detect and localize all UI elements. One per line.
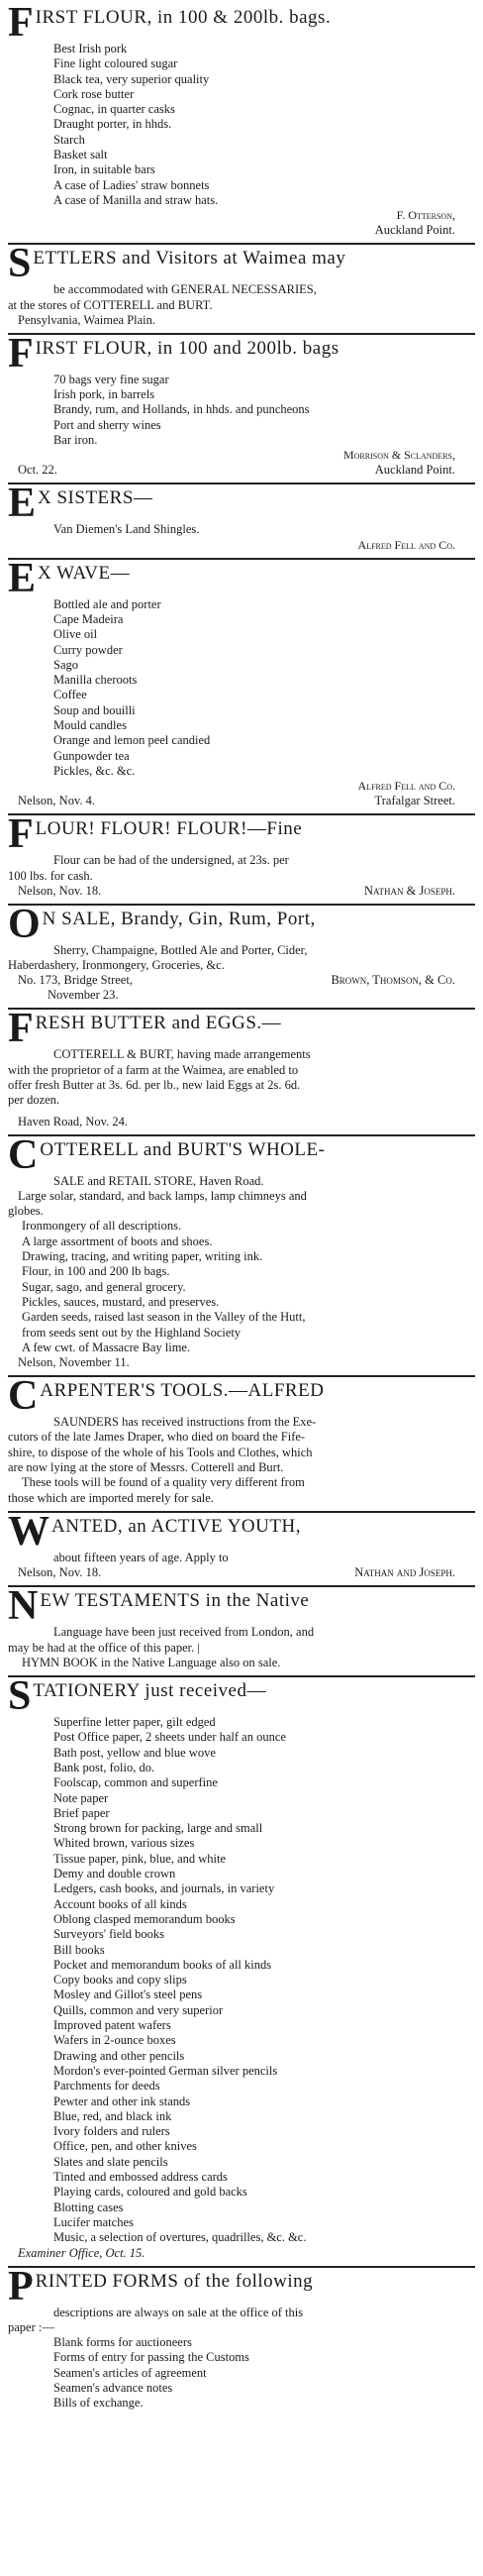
list-item: Playing cards, coloured and gold backs bbox=[53, 2185, 247, 2200]
ad-date-location: Nelson, November 11. bbox=[18, 1355, 130, 1370]
ad-heading bbox=[8, 1515, 475, 1551]
ad-fresh-butter bbox=[8, 1010, 475, 1135]
ad-title: ANTED, an ACTIVE YOUTH, bbox=[51, 1515, 301, 1537]
ad-heading bbox=[8, 908, 475, 943]
ad-date: November 23. bbox=[48, 988, 119, 1003]
list-item: Lucifer matches bbox=[53, 2214, 134, 2229]
list-item: Bills of exchange. bbox=[53, 2396, 144, 2411]
list-item: Blue, red, and black ink bbox=[53, 2108, 172, 2123]
advertiser-name: Brown, Thomson, & Co. bbox=[331, 973, 455, 988]
ad-heading bbox=[8, 1589, 475, 1625]
ad-date-location: Examiner Office, Oct. 15. bbox=[18, 2245, 145, 2260]
list-item: Strong brown for packing, large and small bbox=[53, 1821, 263, 1836]
list-item: Improved patent wafers bbox=[53, 2018, 171, 2033]
list-item: Fine light coloured sugar bbox=[53, 56, 178, 71]
list-item: Pickles, sauces, mustard, and preserves. bbox=[22, 1294, 220, 1309]
ad-body-line: SALE and RETAIL STORE, Haven Road. bbox=[53, 1173, 264, 1188]
ad-heading bbox=[8, 337, 475, 373]
drop-cap: E bbox=[8, 561, 37, 597]
ad-heading bbox=[8, 1679, 475, 1715]
ad-footer bbox=[8, 463, 475, 478]
list-item: Sago bbox=[53, 657, 78, 672]
ad-body-line: are now lying at the store of Messrs. Cotterell and Burt. bbox=[8, 1460, 284, 1475]
ad-title: OTTERELL and BURT'S WHOLE- bbox=[40, 1138, 326, 1160]
list-item: Pocket and memorandum books of all kinds bbox=[53, 1957, 272, 1972]
list-item: A few cwt. of Massacre Bay lime. bbox=[22, 1340, 191, 1354]
ad-body-line: shire, to dispose of the whole of his Tools and Clothes, which bbox=[8, 1445, 313, 1459]
list-item: Mould candles bbox=[53, 718, 127, 733]
advertiser-name: Nathan & Joseph. bbox=[364, 883, 455, 898]
ad-cotterell-burt bbox=[8, 1136, 475, 1378]
drop-cap: C bbox=[8, 1379, 39, 1416]
ad-date: Oct. 22. bbox=[18, 463, 57, 478]
list-item: Iron, in suitable bars bbox=[53, 162, 155, 177]
list-item: Quills, common and very superior bbox=[53, 2002, 224, 2017]
list-item: Seamen's articles of agreement bbox=[53, 2365, 207, 2380]
list-item: Superfine letter paper, gilt edged bbox=[53, 1715, 216, 1730]
ad-body-line: Sherry, Champaigne, Bottled Ale and Porter, Cider, bbox=[53, 942, 308, 957]
advertiser-name: F. Otterson, bbox=[396, 208, 455, 223]
list-item: Cork rose butter bbox=[53, 86, 135, 101]
ad-title: IRST FLOUR, in 100 and 200lb. bags bbox=[35, 337, 339, 359]
ad-body-line: with the proprietor of a farm at the Waimea, are enabled to bbox=[8, 1062, 299, 1077]
ad-body-line: cutors of the late James Draper, who died on board the Fife- bbox=[8, 1430, 306, 1445]
drop-cap: C bbox=[8, 1137, 39, 1174]
ad-footer bbox=[8, 794, 475, 808]
list-item: Foolscap, common and superfine bbox=[53, 1775, 218, 1790]
ad-body-line: be accommodated with GENERAL NECESSARIES, bbox=[53, 282, 317, 297]
list-item: Orange and lemon peel candied bbox=[53, 733, 211, 748]
advertiser-address: Trafalgar Street. bbox=[374, 794, 455, 808]
list-item: Whited brown, various sizes bbox=[53, 1836, 195, 1851]
ad-body-line: 100 lbs. for cash. bbox=[8, 868, 93, 883]
list-item: A large assortment of boots and shoes. bbox=[22, 1234, 213, 1248]
item-list bbox=[8, 522, 475, 537]
ad-heading bbox=[8, 486, 475, 522]
list-item: Slates and slate pencils bbox=[53, 2154, 168, 2169]
ad-title: EW TESTAMENTS in the Native bbox=[40, 1590, 310, 1612]
advertiser-name: Morrison & Sclanders, bbox=[342, 448, 455, 463]
list-item: Bath post, yellow and blue wove bbox=[53, 1745, 216, 1760]
list-item: Office, pen, and other knives bbox=[53, 2139, 197, 2154]
list-item: Ledgers, cash books, and journals, in variety bbox=[53, 1881, 275, 1896]
drop-cap: S bbox=[8, 1679, 32, 1716]
ad-heading bbox=[8, 562, 475, 597]
ad-stationery bbox=[8, 1677, 475, 2267]
ad-new-testaments bbox=[8, 1587, 475, 1677]
ad-flour-flour bbox=[8, 815, 475, 906]
item-list bbox=[8, 597, 475, 780]
ad-title: N SALE, Brandy, Gin, Rum, Port, bbox=[42, 908, 316, 929]
list-item: Olive oil bbox=[53, 627, 98, 642]
ad-title: X SISTERS— bbox=[38, 487, 153, 509]
ad-heading bbox=[8, 6, 475, 42]
list-item: Note paper bbox=[53, 1790, 109, 1805]
list-item: Gunpowder tea bbox=[53, 748, 130, 763]
list-item: Mosley and Gillot's steel pens bbox=[53, 1987, 203, 2002]
ad-body-line: SAUNDERS has received instructions from the Exe- bbox=[53, 1415, 317, 1430]
list-item: Coffee bbox=[53, 688, 87, 702]
list-item: Drawing, tracing, and writing paper, writing ink. bbox=[22, 1249, 263, 1264]
list-item: Copy books and copy slips bbox=[53, 1973, 187, 1987]
ad-body-line: may be had at the office of this paper. | bbox=[8, 1640, 200, 1655]
ad-body-line: Haberdashery, Ironmongery, Groceries, &c. bbox=[8, 958, 225, 973]
list-item: Draught porter, in hhds. bbox=[53, 117, 172, 132]
drop-cap: P bbox=[8, 2269, 34, 2306]
drop-cap: S bbox=[8, 247, 32, 283]
ad-title: ARPENTER'S TOOLS.—ALFRED bbox=[40, 1380, 325, 1402]
ad-title: TATIONERY just received— bbox=[33, 1680, 266, 1702]
ad-body-line: Large solar, standard, and back lamps, lamp chimneys and bbox=[18, 1188, 307, 1203]
list-item: Irish pork, in barrels bbox=[53, 387, 155, 402]
list-item: Curry powder bbox=[53, 642, 123, 657]
ad-heading bbox=[8, 247, 475, 282]
ad-body-line: about fifteen years of age. Apply to bbox=[53, 1550, 229, 1564]
list-item: Port and sherry wines bbox=[53, 417, 161, 432]
ad-carpenters-tools bbox=[8, 1377, 475, 1513]
list-item: Sugar, sago, and general grocery. bbox=[22, 1279, 186, 1294]
list-item: Demy and double crown bbox=[53, 1867, 176, 1881]
ad-heading bbox=[8, 817, 475, 853]
list-item: Tinted and embossed address cards bbox=[53, 2170, 228, 2185]
list-item: Soup and bouilli bbox=[53, 702, 136, 717]
list-item: Bank post, folio, do. bbox=[53, 1761, 155, 1774]
drop-cap: F bbox=[8, 6, 34, 42]
item-list bbox=[8, 2335, 475, 2411]
ad-heading bbox=[8, 1012, 475, 1047]
list-item: Cognac, in quarter casks bbox=[53, 102, 175, 117]
list-item: Blotting cases bbox=[53, 2200, 124, 2214]
list-item: A case of Manilla and straw hats. bbox=[53, 192, 219, 207]
list-item: Bottled ale and porter bbox=[53, 596, 161, 611]
ad-body-line: descriptions are always on sale at the office of this bbox=[53, 2305, 304, 2319]
ad-body-line: offer fresh Butter at 3s. 6d. per lb., new laid Eggs at 2s. 6d. bbox=[8, 1077, 301, 1092]
list-item: Pickles, &c. &c. bbox=[53, 763, 136, 778]
list-item: Drawing and other pencils bbox=[53, 2048, 185, 2063]
ad-date: Nelson, Nov. 4. bbox=[18, 794, 96, 808]
ad-body-line: COTTERELL & BURT, having made arrangements bbox=[53, 1047, 311, 1062]
ad-date-location: Haven Road, Nov. 24. bbox=[18, 1114, 128, 1128]
ad-date: Nelson, Nov. 18. bbox=[18, 1565, 102, 1580]
list-item: Black tea, very superior quality bbox=[53, 71, 210, 86]
ad-body-line: HYMN BOOK in the Native Language also on sale. bbox=[22, 1655, 281, 1669]
list-item: Garden seeds, raised last season in the Valley of the Hutt, bbox=[22, 1310, 306, 1325]
item-list bbox=[8, 1219, 475, 1355]
drop-cap: E bbox=[8, 486, 37, 523]
drop-cap: O bbox=[8, 907, 41, 943]
list-item: Ironmongery of all descriptions. bbox=[22, 1219, 182, 1234]
drop-cap: N bbox=[8, 1589, 39, 1626]
list-item: from seeds sent out by the Highland Society bbox=[22, 1325, 242, 1340]
advertiser-name: Alfred Fell and Co. bbox=[357, 537, 455, 552]
list-item: Seamen's advance notes bbox=[53, 2380, 173, 2395]
ad-first-flour-2 bbox=[8, 335, 475, 484]
drop-cap: W bbox=[8, 1514, 49, 1551]
list-item: Account books of all kinds bbox=[53, 1896, 187, 1911]
ad-footer bbox=[8, 1565, 475, 1580]
ad-title: IRST FLOUR, in 100 & 200lb. bags. bbox=[35, 7, 332, 28]
ad-body-line: These tools will be found of a quality very different from bbox=[22, 1475, 305, 1490]
ad-body-line: Language have been just received from London, and bbox=[53, 1625, 315, 1640]
ad-body-line: paper :— bbox=[8, 2319, 54, 2334]
list-item: Starch bbox=[53, 132, 85, 147]
ad-title: RINTED FORMS of the following bbox=[35, 2270, 314, 2292]
ad-body-line: at the stores of COTTERELL and BURT. bbox=[8, 297, 213, 312]
list-item: Blank forms for auctioneers bbox=[53, 2335, 192, 2350]
ad-title: ETTLERS and Visitors at Waimea may bbox=[33, 248, 346, 269]
list-item: Brief paper bbox=[53, 1805, 110, 1820]
ad-body-line: globes. bbox=[8, 1204, 44, 1219]
list-item: Brandy, rum, and Hollands, in hhds. and puncheons bbox=[53, 402, 310, 417]
advertiser-address: Auckland Point. bbox=[374, 463, 455, 478]
ad-date-location: Pensylvania, Waimea Plain. bbox=[18, 312, 156, 327]
list-item: Van Diemen's Land Shingles. bbox=[53, 522, 200, 537]
list-item: Pewter and other ink stands bbox=[53, 2093, 191, 2108]
list-item: Mordon's ever-pointed German silver pencils bbox=[53, 2063, 278, 2078]
list-item: Surveyors' field books bbox=[53, 1927, 164, 1942]
list-item: Best Irish pork bbox=[53, 42, 128, 55]
list-item: Post Office paper, 2 sheets under half an ounce bbox=[53, 1730, 286, 1745]
list-item: Oblong clasped memorandum books bbox=[53, 1911, 236, 1926]
ad-heading bbox=[8, 2270, 475, 2306]
list-item: Ivory folders and rulers bbox=[53, 2124, 170, 2139]
ad-wanted bbox=[8, 1513, 475, 1587]
ad-ex-wave bbox=[8, 560, 475, 816]
ad-body-line: per dozen. bbox=[8, 1093, 60, 1108]
list-item: Bar iron. bbox=[53, 433, 98, 448]
ad-date: Nelson, Nov. 18. bbox=[18, 883, 102, 898]
list-item: Bill books bbox=[53, 1942, 105, 1957]
ad-address: No. 173, Bridge Street, bbox=[18, 973, 133, 988]
ad-heading bbox=[8, 1138, 475, 1174]
list-item: Wafers in 2-ounce boxes bbox=[53, 2033, 176, 2048]
item-list bbox=[8, 42, 475, 208]
ad-first-flour bbox=[8, 4, 475, 245]
advertiser-name: Nathan and Joseph. bbox=[354, 1565, 455, 1580]
list-item: Manilla cheroots bbox=[53, 673, 138, 688]
ad-body-line: Flour can be had of the undersigned, at 23s. per bbox=[53, 853, 289, 868]
drop-cap: F bbox=[8, 336, 34, 373]
ad-ex-sisters bbox=[8, 484, 475, 559]
advertiser-name: Alfred Fell and Co. bbox=[357, 779, 455, 794]
list-item: Basket salt bbox=[53, 148, 108, 162]
item-list bbox=[8, 1715, 475, 2245]
advertiser-address: Auckland Point. bbox=[374, 223, 455, 238]
ad-body-line: those which are imported merely for sale. bbox=[8, 1490, 214, 1505]
list-item: Music, a selection of overtures, quadrilles, &c. &c. bbox=[53, 2230, 307, 2245]
ad-title: X WAVE— bbox=[38, 562, 131, 584]
ad-printed-forms bbox=[8, 2268, 475, 2416]
ad-heading bbox=[8, 1379, 475, 1415]
list-item: A case of Ladies' straw bonnets bbox=[53, 177, 210, 192]
list-item: Tissue paper, pink, blue, and white bbox=[53, 1851, 227, 1866]
list-item: Cape Madeira bbox=[53, 611, 124, 626]
ad-on-sale bbox=[8, 906, 475, 1011]
item-list bbox=[8, 373, 475, 448]
ad-title: LOUR! FLOUR! FLOUR!—Fine bbox=[35, 818, 303, 840]
list-item: Flour, in 100 and 200 lb bags. bbox=[22, 1264, 170, 1279]
ad-footer bbox=[8, 884, 475, 899]
list-item: Forms of entry for passing the Customs bbox=[53, 2350, 249, 2365]
drop-cap: F bbox=[8, 1012, 34, 1048]
ad-title: RESH BUTTER and EGGS.— bbox=[35, 1013, 282, 1034]
drop-cap: F bbox=[8, 817, 34, 854]
list-item: 70 bags very fine sugar bbox=[53, 372, 169, 386]
ad-settlers bbox=[8, 245, 475, 335]
list-item: Parchments for deeds bbox=[53, 2079, 160, 2093]
ad-footer bbox=[8, 973, 475, 988]
